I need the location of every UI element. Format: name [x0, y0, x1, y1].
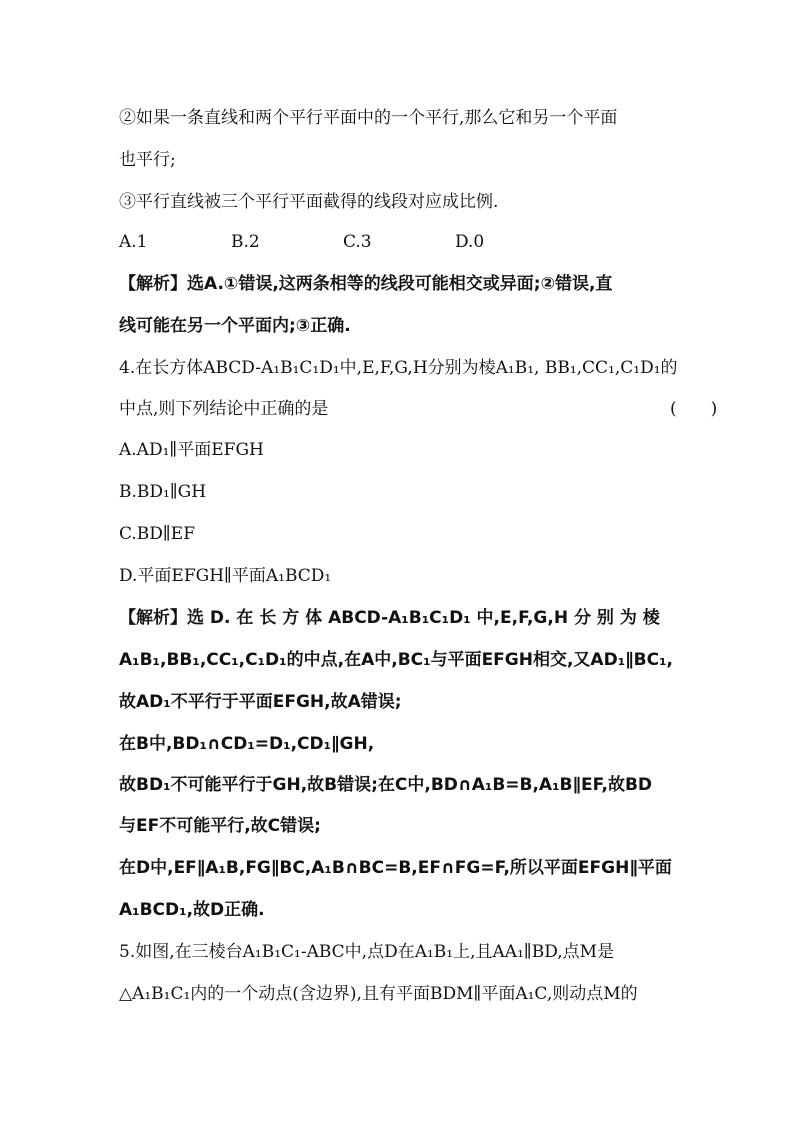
q4-analysis-line-7: 在D中,EF∥A₁B,FG∥BC,A₁B∩BC=B,EF∩FG=F,所以平面EFGH∥平面 — [119, 858, 672, 878]
q3-statement-3: ③平行直线被三个平行平面截得的线段对应成比例. — [119, 192, 499, 212]
q3-statement-2-line-2: 也平行; — [119, 150, 176, 170]
q4-analysis-line-5: 故BD₁不可能平行于GH,故B错误;在C中,BD∩A₁B=B,A₁B∥EF,故BD — [119, 775, 653, 795]
q3-analysis-line-2: 线可能在另一个平面内;③正确. — [119, 316, 351, 336]
q5-stem-line-2: △A₁B₁C₁内的一个动点(含边界),且有平面BDM∥平面A₁C,则动点M的 — [119, 984, 638, 1004]
q4-option-d: D.平面EFGH∥平面A₁BCD₁ — [119, 566, 332, 586]
q3-option-d: D.0 — [455, 232, 485, 252]
answer-paren-close: ) — [710, 399, 718, 419]
q4-analysis-line-8: A₁BCD₁,故D正确. — [119, 900, 265, 920]
q3-analysis-tag: 【解析】 — [119, 274, 187, 294]
q4-analysis-text-1: 选 D. 在 长 方 体 ABCD-A₁B₁C₁D₁ 中,E,F,G,H 分 别 为 棱 — [187, 608, 660, 628]
q3-analysis-text-1: 选A.①错误,这两条相等的线段可能相交或异面;②错误,直 — [187, 274, 613, 294]
q4-option-c: C.BD∥EF — [119, 524, 195, 544]
q4-analysis-line-6: 与EF不可能平行,故C错误; — [119, 816, 321, 836]
q4-analysis-line-1 — [119, 606, 660, 630]
q3-statement-2-line-1: ②如果一条直线和两个平行平面中的一个平行,那么它和另一个平面 — [119, 108, 618, 128]
q4-stem-line-2: 中点,则下列结论中正确的是 — [119, 399, 329, 419]
q3-option-b: B.2 — [231, 232, 260, 252]
q3-option-a: A.1 — [119, 232, 148, 252]
q4-answer-blank — [670, 397, 717, 421]
answer-paren-open: ( — [670, 399, 677, 419]
q4-analysis-line-4: 在B中,BD₁∩CD₁=D₁,CD₁∥GH, — [119, 734, 375, 754]
q4-option-a: A.AD₁∥平面EFGH — [119, 440, 264, 460]
q4-analysis-line-2: A₁B₁,BB₁,CC₁,C₁D₁的中点,在A中,BC₁与平面EFGH相交,又AD₁∥BC₁, — [119, 650, 673, 670]
q3-options — [119, 230, 567, 254]
q4-analysis-line-3: 故AD₁不平行于平面EFGH,故A错误; — [119, 692, 402, 712]
q4-option-b: B.BD₁∥GH — [119, 482, 207, 502]
q5-stem-line-1: 5.如图,在三棱台A₁B₁C₁-ABC中,点D在A₁B₁上,且AA₁∥BD,点M是 — [119, 942, 615, 962]
q3-option-c: C.3 — [343, 232, 372, 252]
q3-analysis-line-1 — [119, 272, 612, 296]
q4-stem-line-1: 4.在长方体ABCD-A₁B₁C₁D₁中,E,F,G,H分别为棱A₁B₁, BB₁,CC₁,C₁D₁的 — [119, 358, 678, 378]
q4-analysis-tag: 【解析】 — [119, 608, 187, 628]
